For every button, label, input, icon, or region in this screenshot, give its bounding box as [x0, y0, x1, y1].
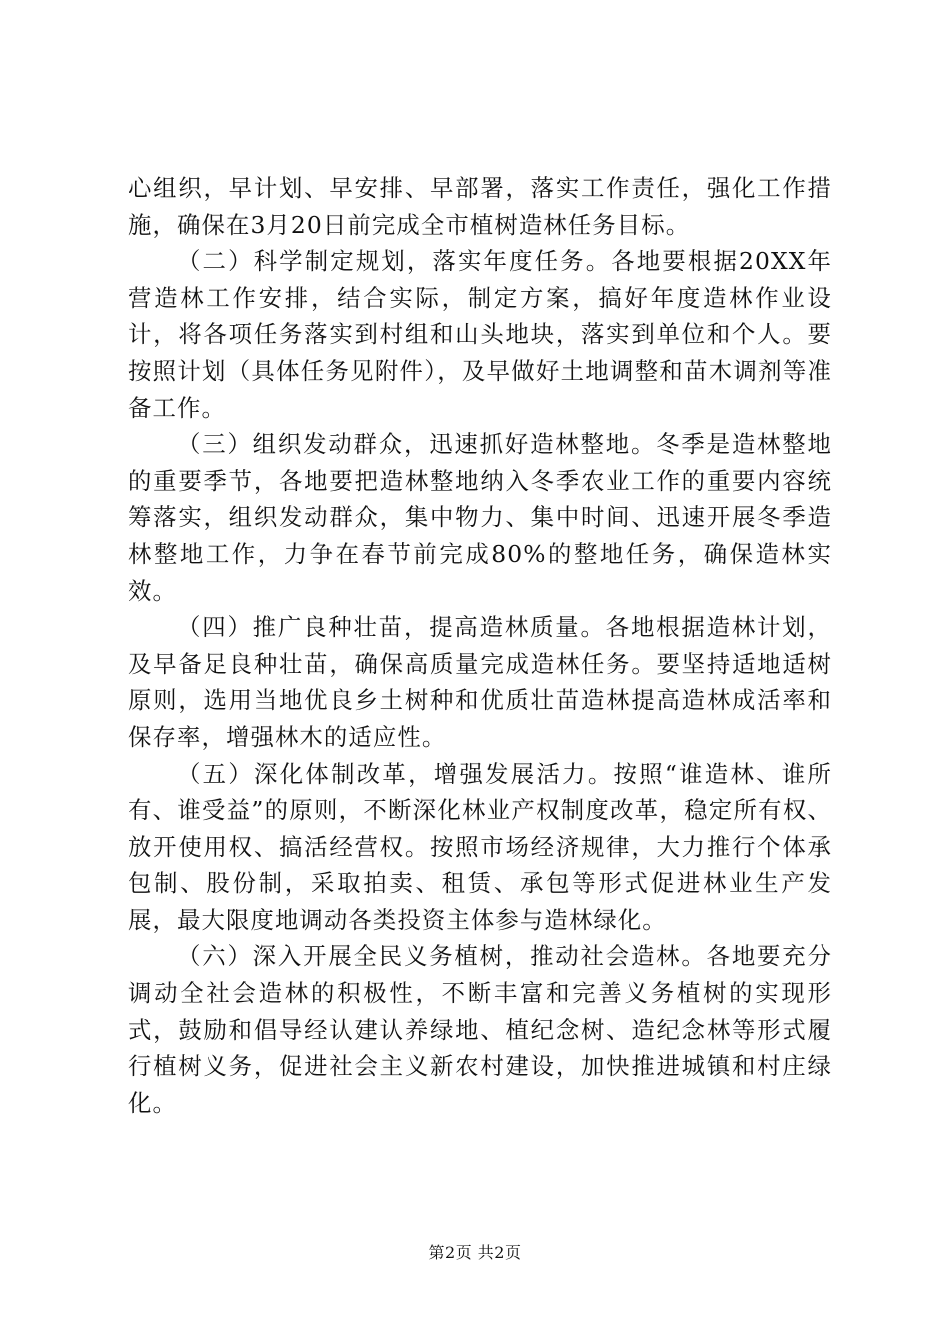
paragraph-section-5: （五）深化体制改革，增强发展活力。按照“谁造林、谁所有、谁受益”的原则，不断深化林业产权制度改革，稳定所有权、放开使用权、搞活经营权。按照市场经济规律，大力推行个体承包制、股份制，采取拍卖、租赁、承包等形式促进林业生产发展，最大限度地调动各类投资主体参与造林绿化。	[128, 759, 832, 934]
paragraph-section-3: （三）组织发动群众，迅速抓好造林整地。冬季是造林整地的重要季节，各地要把造林整地纳入冬季农业工作的重要内容统筹落实，组织发动群众，集中物力、集中时间、迅速开展冬季造林整地工作，力争在春节前完成80%的整地任务，确保造林实效。	[128, 430, 832, 605]
paragraph-section-2: （二）科学制定规划，落实年度任务。各地要根据20XX年营造林工作安排，结合实际，制定方案，搞好年度造林作业设计，将各项任务落实到村组和山头地块，落实到单位和个人。要按照计划（具体任务见附件），及早做好土地调整和苗木调剂等准备工作。	[128, 247, 832, 422]
page-footer: 第2页 共2页	[428, 1243, 522, 1262]
paragraph-section-6: （六）深入开展全民义务植树，推动社会造林。各地要充分调动全社会造林的积极性，不断丰富和完善义务植树的实现形式，鼓励和倡导经认建认养绿地、植纪念树、造纪念林等形式履行植树义务，促进社会主义新农村建设，加快推进城镇和村庄绿化。	[128, 942, 832, 1117]
paragraph-continuation: 心组织，早计划、早安排、早部署，落实工作责任，强化工作措施，确保在3月20日前完成全市植树造林任务目标。	[128, 174, 832, 239]
paragraph-section-4: （四）推广良种壮苗，提高造林质量。各地根据造林计划，及早备足良种壮苗，确保高质量完成造林任务。要坚持适地适树原则，选用当地优良乡土树种和优质壮苗造林提高造林成活率和保存率，增强林木的适应性。	[128, 613, 832, 751]
document-body	[128, 170, 832, 1121]
